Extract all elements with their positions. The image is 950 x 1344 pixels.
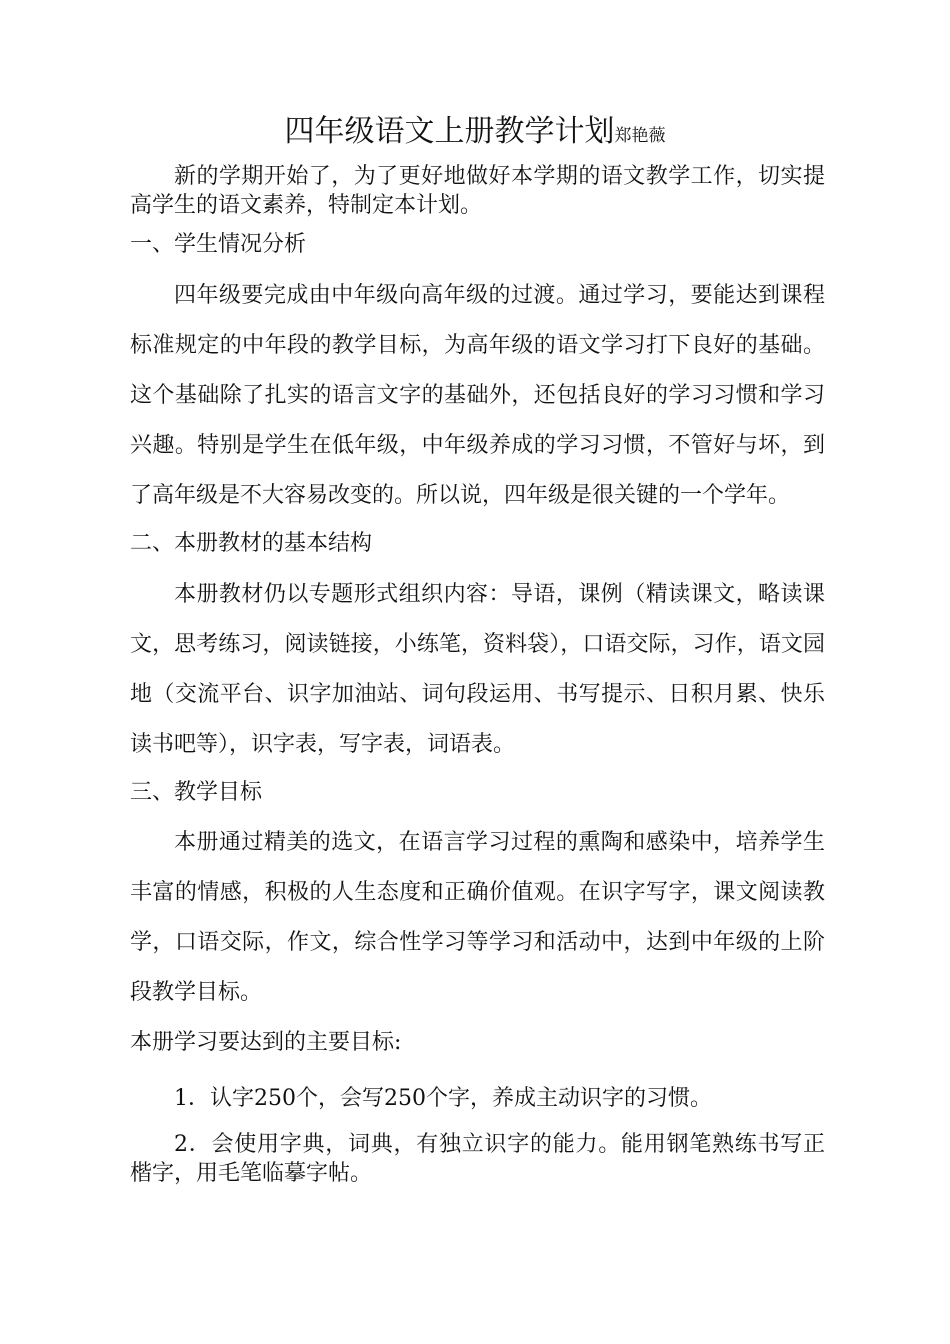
section-heading-textbook-structure: 二、本册教材的基本结构 (130, 531, 373, 556)
section-heading-teaching-goals: 三、教学目标 (130, 780, 263, 805)
title-text: 四年级语文上册教学计划 (284, 114, 615, 149)
document-title (0, 114, 950, 154)
goal-item-1: 1．认字250个，会写250个字，养成主动识字的习惯。 (174, 1086, 712, 1111)
section-body-textbook-structure: 本册教材仍以专题形式组织内容：导语，课例（精读课文，略读课文，思考练习，阅读链接，小练笔，资料袋），口语交际，习作，语文园地（交流平台、识字加油站、词句段运用、书写提示、日积月累、快乐读书吧等），识字表，写字表，词语表。 (130, 582, 825, 757)
section-heading-student-analysis: 一、学生情况分析 (130, 232, 307, 257)
author-name: 郑艳薇 (614, 126, 666, 146)
section-body-student-analysis: 四年级要完成由中年级向高年级的过渡。通过学习，要能达到课程标准规定的中年段的教学目标，为高年级的语文学习打下良好的基础。这个基础除了扎实的语言文字的基础外，还包括良好的学习习惯和学习兴趣。特别是学生在低年级，中年级养成的学习习惯，不管好与坏，到了高年级是不大容易改变的。所以说，四年级是很关键的一个学年。 (130, 283, 825, 508)
intro-paragraph: 新的学期开始了，为了更好地做好本学期的语文教学工作，切实提高学生的语文素养，特制定本计划。 (130, 164, 825, 218)
section-body-teaching-goals: 本册通过精美的选文，在语言学习过程的熏陶和感染中，培养学生丰富的情感，积极的人生态度和正确价值观。在识字写字，课文阅读教学，口语交际，作文，综合性学习等学习和活动中，达到中年级的上阶段教学目标。 (130, 830, 825, 1005)
goals-intro: 本册学习要达到的主要目标: (130, 1030, 402, 1055)
goal-item-2: 2．会使用字典，词典，有独立识字的能力。能用钢笔熟练书写正楷字，用毛笔临摹字帖。 (130, 1132, 825, 1186)
